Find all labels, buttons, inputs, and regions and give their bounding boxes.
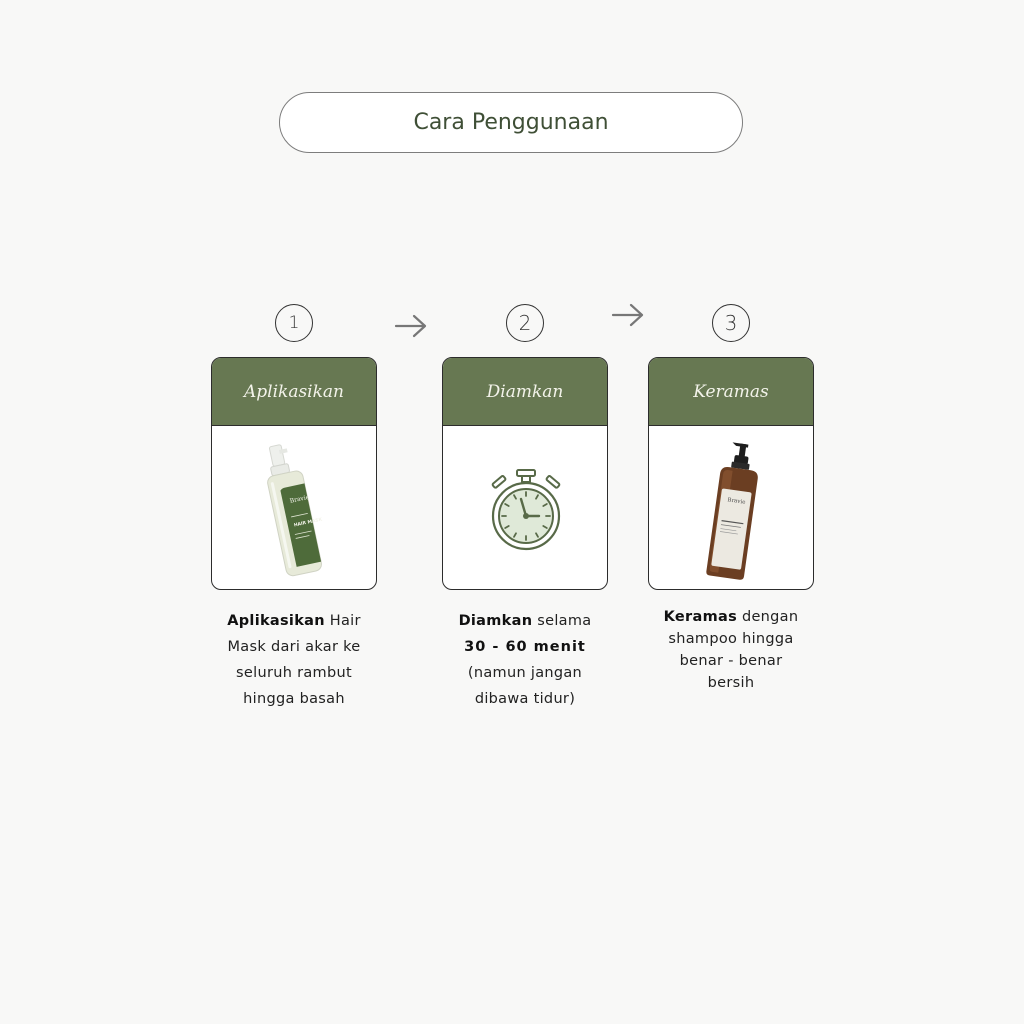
bottle-brand-text: Bravie	[727, 497, 746, 506]
page-title-text: Cara Penggunaan	[413, 110, 609, 135]
step-card-apply	[211, 357, 377, 590]
step-card-rinse	[648, 357, 814, 590]
arrow-right-icon	[611, 303, 645, 327]
step-card-wait	[442, 357, 608, 590]
step-2-description: Diamkan selama 30 - 60 menit (namun jangan dibawa tidur)	[458, 613, 592, 707]
step-2-number: 2	[506, 304, 544, 342]
step-3-description: Keramas dengan shampoo hingga benar - benar bersih	[663, 609, 799, 691]
card-heading: Diamkan	[443, 358, 607, 426]
card-heading: Aplikasikan	[212, 358, 376, 426]
arrow-right-icon	[394, 314, 428, 338]
hair-mask-spray-bottle	[212, 426, 377, 590]
card-image-area	[212, 426, 376, 590]
page-title	[279, 92, 743, 153]
bottle-label-text: HAIR MASK	[293, 517, 323, 529]
step-1-number: 1	[275, 304, 313, 342]
card-heading: Keramas	[649, 358, 813, 426]
bottle-brand-text: Bravie	[289, 493, 310, 505]
shampoo-pump-bottle	[649, 426, 814, 590]
step-1-description: Aplikasikan Hair Mask dari akar ke seluruh rambut hingga basah	[227, 613, 361, 707]
stopwatch-icon	[443, 426, 608, 590]
card-image-area	[443, 426, 607, 590]
step-3-number: 3	[712, 304, 750, 342]
card-image-area	[649, 426, 813, 590]
